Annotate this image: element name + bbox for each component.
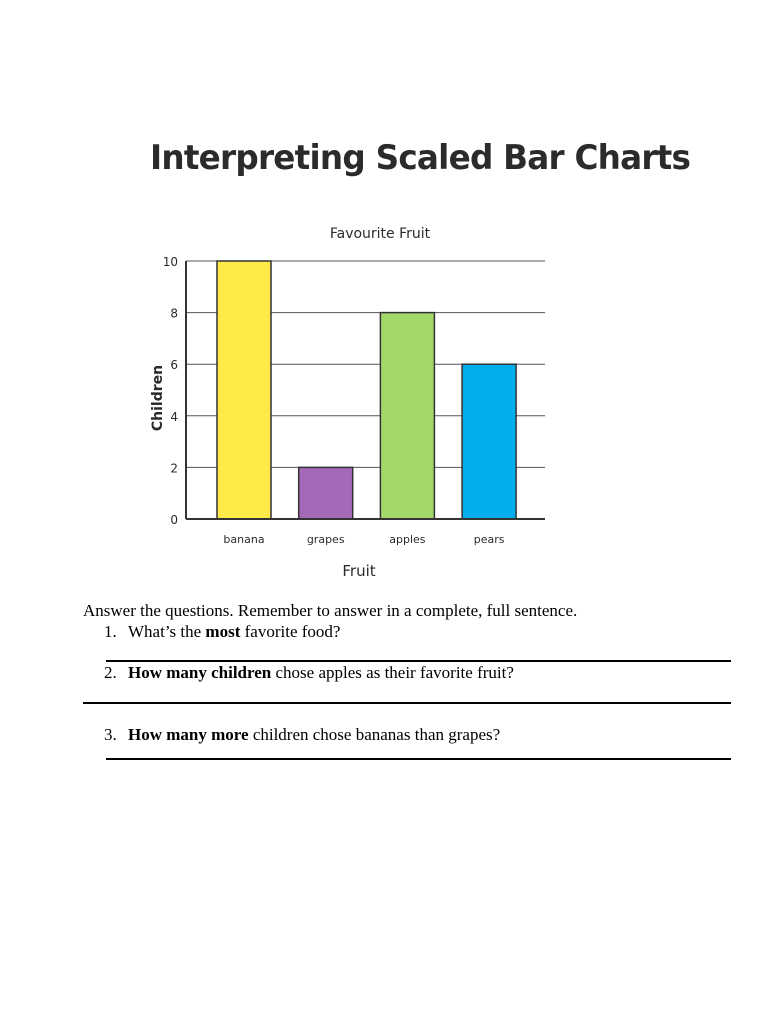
question-text: chose apples as their favorite fruit?: [271, 663, 514, 682]
worksheet-title: Interpreting Scaled Bar Charts: [150, 138, 691, 178]
question-emphasis: How many children: [128, 663, 272, 682]
bar-grapes: [299, 467, 353, 519]
question-number: 1.: [104, 622, 117, 641]
y-tick-label: 4: [170, 409, 178, 424]
x-tick-label: banana: [223, 533, 265, 546]
answer-line-3[interactable]: [106, 758, 731, 760]
x-axis-tick-labels: [223, 533, 504, 546]
question-text: children chose bananas than grapes?: [248, 725, 501, 744]
question-emphasis: How many more: [128, 725, 249, 744]
bar-apples: [380, 313, 434, 519]
y-tick-label: 0: [170, 513, 178, 527]
answer-line-2[interactable]: [83, 702, 731, 704]
x-axis-label: Fruit: [342, 562, 376, 580]
question-1: [104, 622, 340, 642]
x-tick-label: apples: [389, 533, 426, 546]
y-tick-label: 8: [170, 306, 178, 321]
x-tick-label: pears: [473, 533, 505, 546]
question-number: 3.: [104, 725, 117, 744]
question-2: [104, 663, 514, 683]
y-tick-label: 6: [170, 358, 178, 373]
question-text: What’s the: [128, 622, 206, 641]
y-tick-label: 2: [170, 461, 178, 476]
question-number: 2.: [104, 663, 117, 682]
bar-chart: [130, 210, 560, 585]
y-tick-label: 10: [162, 255, 178, 269]
chart-title: Favourite Fruit: [329, 226, 431, 242]
y-axis-label: Children: [150, 364, 166, 432]
question-text: favorite food?: [240, 622, 341, 641]
chart-bars: [217, 261, 516, 519]
bar-pears: [462, 364, 516, 519]
question-emphasis: most: [205, 622, 241, 641]
instructions-text: Answer the questions. Remember to answer in a complete, full sentence.: [83, 601, 578, 620]
question-3: [104, 725, 500, 745]
x-tick-label: grapes: [306, 533, 345, 546]
answer-line-1[interactable]: [106, 660, 731, 662]
bar-banana: [217, 261, 271, 519]
